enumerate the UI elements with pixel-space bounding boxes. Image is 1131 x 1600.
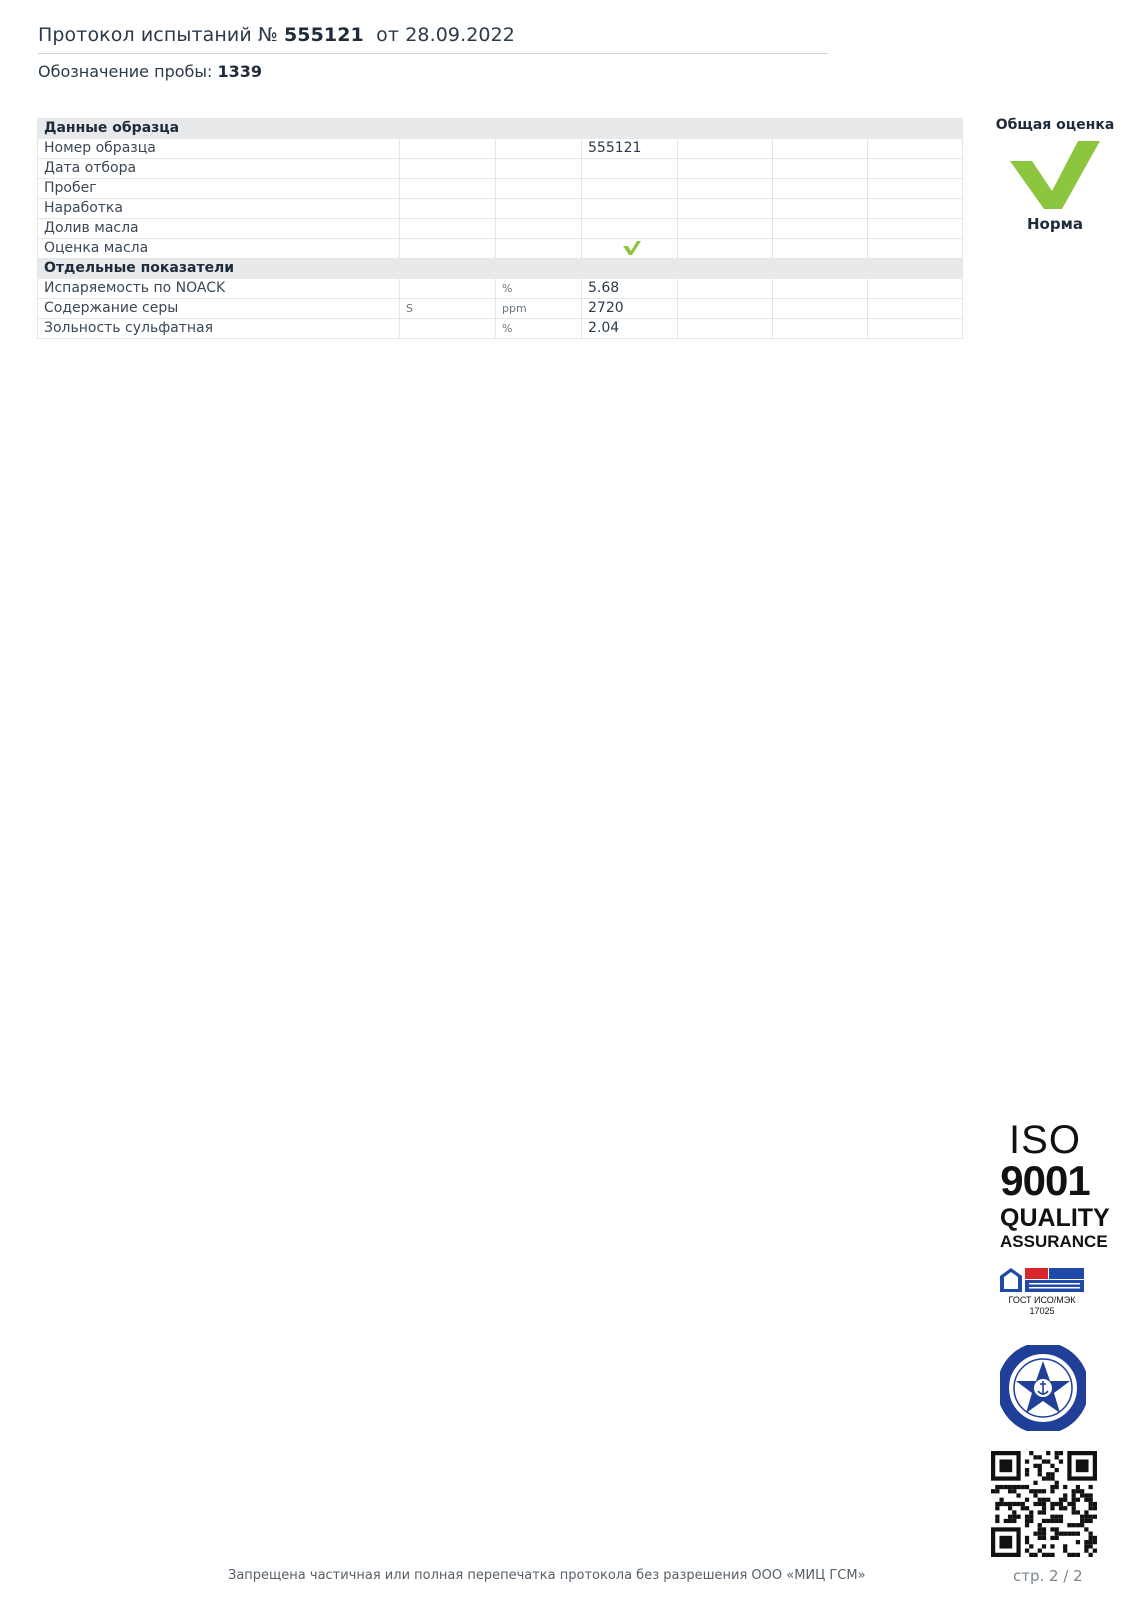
row-symbol: [400, 279, 496, 299]
table-row: [38, 199, 963, 219]
row-value: 2.04: [582, 319, 678, 339]
sample-value: 1339: [217, 62, 263, 81]
row-unit: ppm: [496, 299, 582, 319]
iso-9001-logo: ISO 9001 QUALITY ASSURANCE: [1000, 1118, 1110, 1251]
title-prefix: Протокол испытаний №: [38, 24, 278, 46]
table-row: [38, 279, 963, 299]
check-icon: [1010, 141, 1100, 211]
row-value: 2720: [582, 299, 678, 319]
sample-label: Обозначение пробы:: [38, 62, 213, 81]
protocol-title: [38, 24, 515, 46]
table-row: [38, 239, 963, 259]
row-unit: %: [496, 279, 582, 299]
row-label: Наработка: [38, 199, 400, 219]
check-icon: [622, 240, 642, 256]
sample-designation: [38, 62, 262, 81]
ros-accreditation-icon: [999, 1267, 1085, 1293]
date-prefix: от: [376, 24, 400, 46]
row-symbol: [400, 319, 496, 339]
overall-status: Норма: [1027, 215, 1083, 233]
protocol-number: 555121: [283, 24, 364, 46]
section-title: Данные образца: [38, 119, 400, 139]
table-row: [38, 159, 963, 179]
table-row: [38, 179, 963, 199]
section-header-sample-data: [38, 119, 963, 139]
row-label: Оценка масла: [38, 239, 400, 259]
row-label: Зольность сульфатная: [38, 319, 400, 339]
protocol-date: 28.09.2022: [405, 24, 515, 46]
overall-assessment: [990, 117, 1120, 233]
header-divider: [38, 53, 828, 54]
maritime-register-seal: [1000, 1345, 1086, 1431]
footer-copyright-note: Запрещена частичная или полная перепечатка протокола без разрешения ООО «МИЦ ГСМ»: [228, 1568, 866, 1583]
row-value: 555121: [582, 139, 678, 159]
table-row: [38, 139, 963, 159]
row-label: Номер образца: [38, 139, 400, 159]
row-label: Дата отбора: [38, 159, 400, 179]
row-unit: %: [496, 319, 582, 339]
section-title: Отдельные показатели: [38, 259, 400, 279]
page-number: стр. 2 / 2: [1013, 1567, 1083, 1585]
overall-title: Общая оценка: [995, 117, 1115, 133]
row-label: Пробег: [38, 179, 400, 199]
row-label: Долив масла: [38, 219, 400, 239]
row-symbol: S: [400, 299, 496, 319]
results-table: [37, 118, 963, 339]
table-row: [38, 299, 963, 319]
row-value: 5.68: [582, 279, 678, 299]
accreditation-logo: ГОСТ ИСО/МЭК 17025: [997, 1267, 1087, 1317]
section-header-indicators: [38, 259, 963, 279]
table-row: [38, 319, 963, 339]
table-row: [38, 219, 963, 239]
qr-code[interactable]: [991, 1451, 1097, 1557]
row-label: Содержание серы: [38, 299, 400, 319]
row-label: Испаряемость по NOACK: [38, 279, 400, 299]
